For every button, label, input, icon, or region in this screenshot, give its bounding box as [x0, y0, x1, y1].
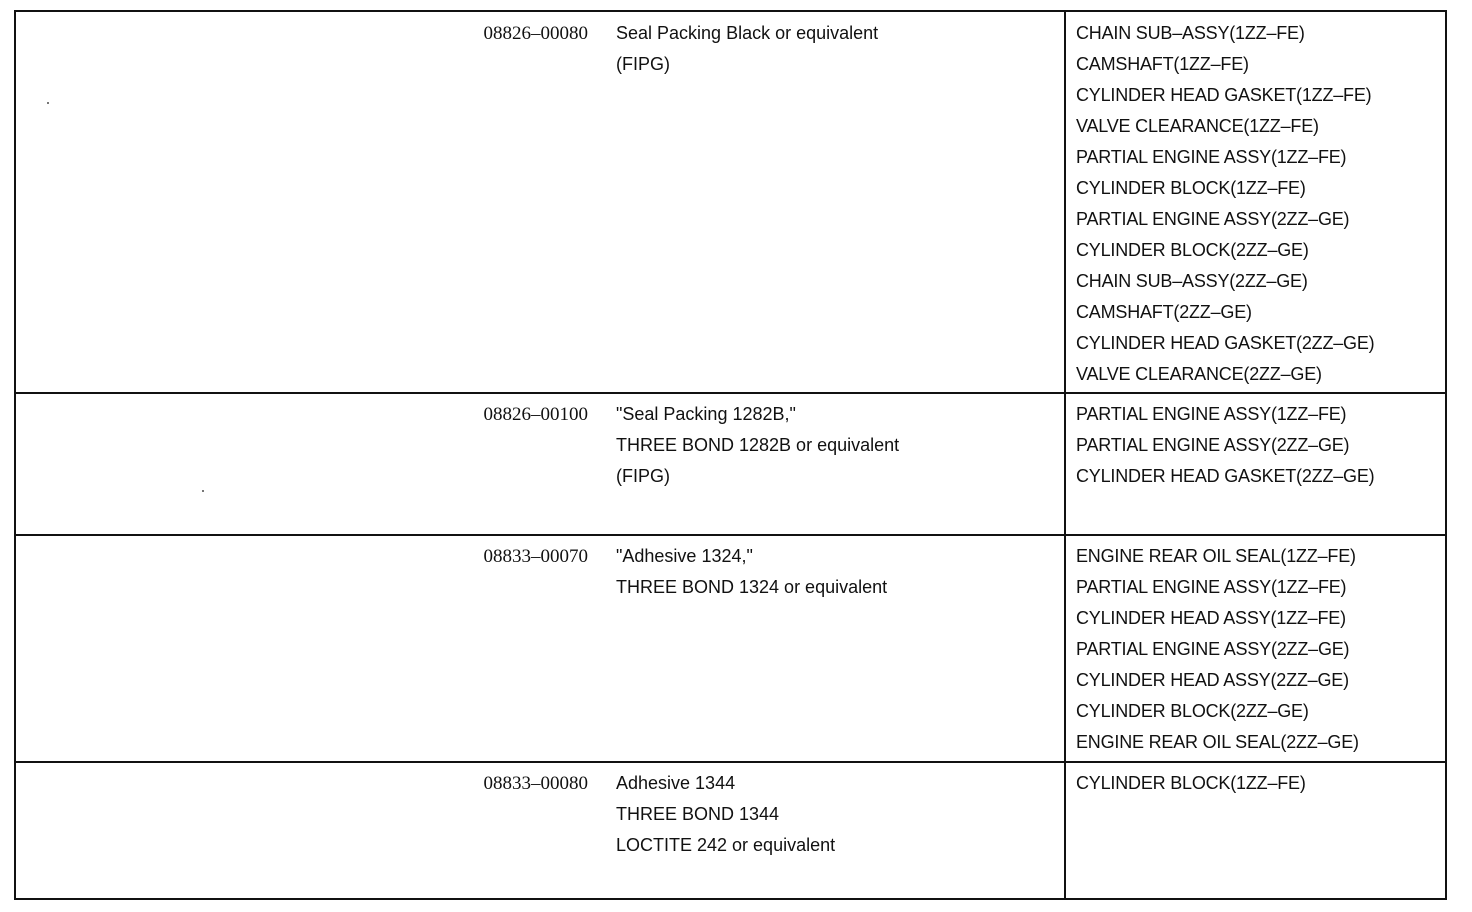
reference-item: CYLINDER HEAD ASSY(1ZZ–FE) [1076, 608, 1346, 628]
table-row [16, 12, 1445, 392]
reference-item: ENGINE REAR OIL SEAL(1ZZ–FE) [1076, 546, 1356, 566]
material-line: THREE BOND 1324 or equivalent [616, 577, 888, 597]
scan-speck [202, 490, 204, 492]
reference-list [1076, 768, 1446, 799]
reference-item: CYLINDER BLOCK(2ZZ–GE) [1076, 701, 1309, 721]
material-line: THREE BOND 1344 [616, 804, 780, 824]
material-line: (FIPG) [616, 54, 670, 74]
reference-item: CYLINDER BLOCK(1ZZ–FE) [1076, 773, 1306, 793]
part-number: 08833–00080 [483, 773, 588, 794]
reference-list [1076, 541, 1446, 758]
reference-item: PARTIAL ENGINE ASSY(1ZZ–FE) [1076, 577, 1347, 597]
reference-item: CYLINDER BLOCK(1ZZ–FE) [1076, 178, 1306, 198]
reference-item: PARTIAL ENGINE ASSY(1ZZ–FE) [1076, 147, 1347, 167]
scan-speck [47, 102, 49, 104]
material-description [616, 768, 1056, 861]
reference-item: CYLINDER HEAD GASKET(1ZZ–FE) [1076, 85, 1372, 105]
material-line: "Adhesive 1324," [616, 546, 753, 566]
reference-item: CAMSHAFT(2ZZ–GE) [1076, 302, 1252, 322]
reference-item: VALVE CLEARANCE(2ZZ–GE) [1076, 364, 1322, 384]
reference-item: ENGINE REAR OIL SEAL(2ZZ–GE) [1076, 732, 1359, 752]
material-description [616, 18, 1056, 80]
material-description [616, 541, 1056, 603]
reference-item: PARTIAL ENGINE ASSY(2ZZ–GE) [1076, 435, 1350, 455]
reference-item: PARTIAL ENGINE ASSY(2ZZ–GE) [1076, 209, 1350, 229]
material-line: "Seal Packing 1282B," [616, 404, 796, 424]
table-row [16, 392, 1445, 534]
reference-item: PARTIAL ENGINE ASSY(2ZZ–GE) [1076, 639, 1350, 659]
reference-item: VALVE CLEARANCE(1ZZ–FE) [1076, 116, 1319, 136]
reference-item: CYLINDER HEAD ASSY(2ZZ–GE) [1076, 670, 1349, 690]
table-row [16, 534, 1445, 761]
material-line: THREE BOND 1282B or equivalent [616, 435, 900, 455]
reference-item: CYLINDER BLOCK(2ZZ–GE) [1076, 240, 1309, 260]
reference-item: CYLINDER HEAD GASKET(2ZZ–GE) [1076, 466, 1375, 486]
reference-item: CHAIN SUB–ASSY(2ZZ–GE) [1076, 271, 1308, 291]
part-number: 08833–00070 [483, 546, 588, 567]
material-description [616, 399, 1056, 492]
reference-item: PARTIAL ENGINE ASSY(1ZZ–FE) [1076, 404, 1347, 424]
reference-item: CAMSHAFT(1ZZ–FE) [1076, 54, 1249, 74]
reference-item: CYLINDER HEAD GASKET(2ZZ–GE) [1076, 333, 1375, 353]
reference-item: CHAIN SUB–ASSY(1ZZ–FE) [1076, 23, 1305, 43]
parts-table [14, 10, 1447, 900]
part-number: 08826–00080 [483, 23, 588, 44]
material-line: Adhesive 1344 [616, 773, 736, 793]
part-number: 08826–00100 [483, 404, 588, 425]
material-line: LOCTITE 242 or equivalent [616, 835, 836, 855]
reference-list [1076, 399, 1446, 492]
reference-list [1076, 18, 1446, 390]
table-row [16, 761, 1445, 898]
material-line: Seal Packing Black or equivalent [616, 23, 879, 43]
material-line: (FIPG) [616, 466, 670, 486]
